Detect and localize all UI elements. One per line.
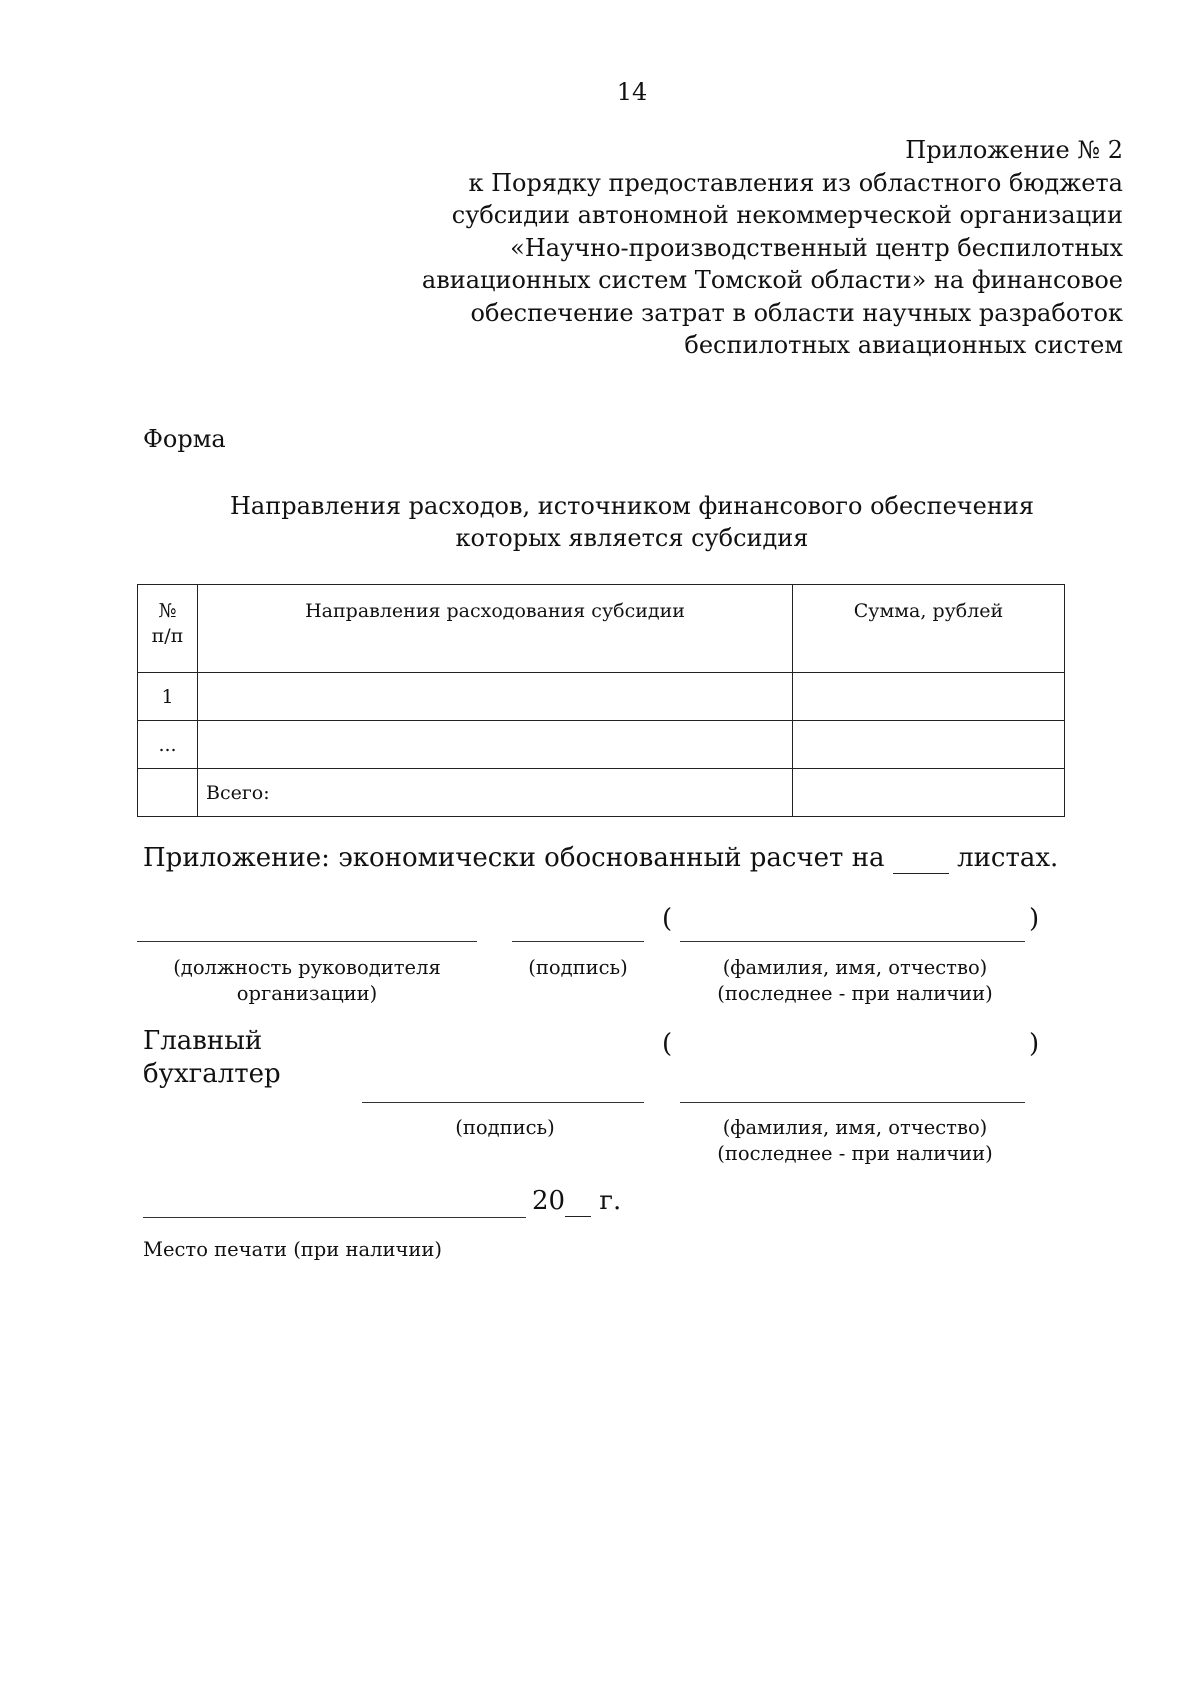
appendix-header (422, 134, 1123, 362)
accountant-line: бухгалтер (143, 1059, 281, 1089)
appendix-line: беспилотных авиационных систем (684, 331, 1123, 359)
header-number-line2: п/п (151, 625, 184, 647)
attachment-suffix: листах. (957, 843, 1059, 873)
document-title (0, 490, 1200, 554)
year-suffix: г. (599, 1186, 622, 1216)
appendix-line: Приложение № 2 (905, 136, 1123, 164)
accountant-name-caption (690, 1115, 1020, 1167)
row-direction-cell[interactable] (198, 673, 793, 721)
chief-accountant-label (143, 1025, 281, 1091)
head-signature-line[interactable] (512, 941, 644, 942)
table-total-row (138, 769, 1065, 817)
header-direction: Направления расходования субсидии (198, 585, 793, 673)
table-row (138, 673, 1065, 721)
appendix-line: «Научно-производственный центр беспилотных (510, 233, 1123, 262)
row-number: 1 (138, 673, 198, 721)
year-prefix: 20 (532, 1186, 566, 1216)
table-header-row (138, 585, 1065, 673)
caption-line: (последнее - при наличии) (717, 982, 993, 1005)
caption-line: (должность руководителя (173, 956, 441, 979)
appendix-line: авиационных систем Томской области» на финансовое (421, 266, 1123, 294)
document-title-line: которых является субсидия (455, 524, 809, 552)
total-number-cell (138, 769, 198, 817)
table-row (138, 721, 1065, 769)
row-number: ... (138, 721, 198, 769)
attachment-line (143, 843, 1058, 874)
header-number (138, 585, 198, 673)
row-sum-cell[interactable] (793, 673, 1065, 721)
sheets-count-blank[interactable] (893, 843, 949, 874)
caption-line: (фамилия, имя, отчество) (722, 956, 988, 979)
appendix-line: обеспечение затрат в области научных разработок (470, 298, 1123, 327)
caption-line: (последнее - при наличии) (717, 1142, 993, 1165)
row-direction-cell[interactable] (198, 721, 793, 769)
accountant-signature-line[interactable] (362, 1102, 644, 1103)
total-label: Всего: (198, 769, 793, 817)
accountant-line: Главный (143, 1026, 263, 1056)
page-number: 14 (616, 78, 648, 106)
head-name-open-paren: ( (662, 904, 673, 934)
caption-line: организации) (236, 982, 378, 1005)
attachment-text: Приложение: экономически обоснованный расчет на (143, 843, 885, 873)
form-label: Форма (143, 425, 226, 453)
seal-place: Место печати (при наличии) (143, 1238, 442, 1261)
caption-line: (фамилия, имя, отчество) (722, 1116, 988, 1139)
header-sum: Сумма, рублей (793, 585, 1065, 673)
head-name-caption (690, 955, 1020, 1007)
head-name-close-paren: ) (1029, 904, 1040, 934)
head-name-line[interactable] (680, 941, 1025, 942)
accountant-name-open-paren: ( (662, 1029, 673, 1059)
accountant-signature-caption: (подпись) (455, 1116, 555, 1139)
header-number-line1: № (158, 600, 177, 622)
date-year (532, 1186, 621, 1217)
accountant-name-line[interactable] (680, 1102, 1025, 1103)
head-position-caption (137, 955, 477, 1007)
document-title-line: Направления расходов, источником финансового обеспечения (229, 492, 1035, 520)
appendix-line: к Порядку предоставления из областного бюджета (468, 168, 1123, 197)
head-position-line[interactable] (137, 941, 477, 942)
total-sum-cell[interactable] (793, 769, 1065, 817)
year-blank[interactable] (565, 1186, 591, 1217)
row-sum-cell[interactable] (793, 721, 1065, 769)
head-signature-caption: (подпись) (528, 956, 628, 979)
accountant-name-close-paren: ) (1029, 1029, 1040, 1059)
date-line[interactable] (143, 1217, 526, 1218)
expenses-table (137, 584, 1065, 817)
appendix-line: субсидии автономной некоммерческой организации (451, 201, 1123, 229)
